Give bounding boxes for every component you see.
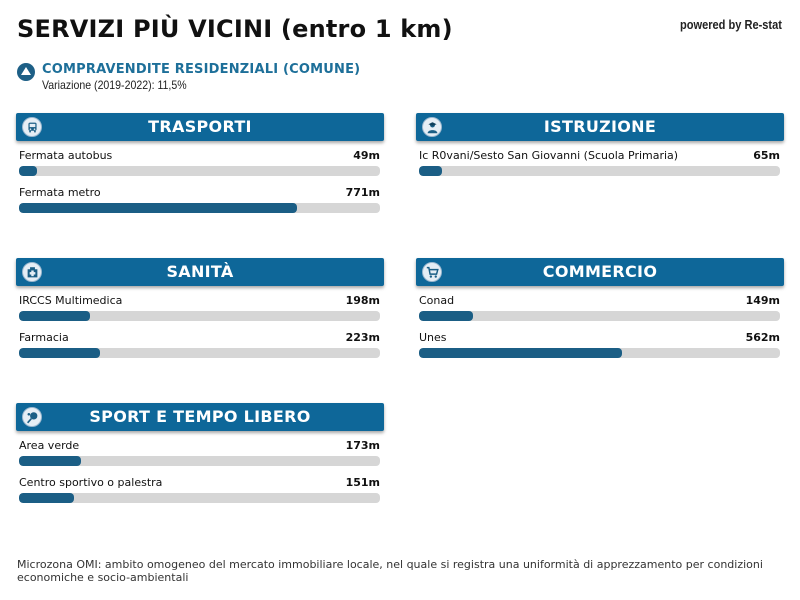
distance-bar-track — [19, 311, 380, 321]
item-distance: 223m — [345, 331, 380, 344]
section-title: TRASPORTI — [148, 117, 252, 136]
item-distance: 562m — [745, 331, 780, 344]
section-header — [416, 113, 784, 141]
section-title: SPORT E TEMPO LIBERO — [89, 407, 311, 426]
section-title: COMMERCIO — [542, 262, 658, 281]
list-item — [419, 323, 780, 360]
item-distance: 173m — [345, 439, 380, 452]
list-item — [19, 286, 380, 323]
section-sanita — [16, 258, 384, 360]
distance-bar-track — [19, 493, 380, 503]
item-label: Unes — [419, 331, 447, 344]
section-trasporti — [16, 113, 384, 215]
section-header — [416, 258, 784, 286]
page-title: SERVIZI PIÙ VICINI (entro 1 km) — [17, 15, 453, 43]
distance-bar-track — [419, 311, 780, 321]
item-label: Fermata metro — [19, 186, 101, 199]
distance-bar-track — [19, 166, 380, 176]
distance-bar-fill — [419, 311, 473, 321]
item-label: Farmacia — [19, 331, 69, 344]
section-sport — [16, 403, 384, 505]
info-subtitle: Variazione (2019-2022): 11,5% — [42, 78, 187, 92]
list-item — [419, 141, 780, 178]
item-label: Ic R0vani/Sesto San Giovanni (Scuola Primaria) — [419, 149, 679, 162]
section-commercio — [416, 258, 784, 360]
item-label: Centro sportivo o palestra — [19, 476, 163, 489]
item-label: IRCCS Multimedica — [19, 294, 123, 307]
item-distance: 49m — [353, 149, 380, 162]
info-title: COMPRAVENDITE RESIDENZIALI (COMUNE) — [42, 62, 361, 77]
distance-bar-fill — [19, 311, 90, 321]
item-distance: 149m — [745, 294, 780, 307]
section-header — [16, 113, 384, 141]
section-header — [16, 403, 384, 431]
section-istruzione — [416, 113, 784, 178]
item-distance: 151m — [345, 476, 380, 489]
section-title: ISTRUZIONE — [543, 117, 657, 136]
item-label: Area verde — [19, 439, 80, 452]
item-label: Fermata autobus — [19, 149, 113, 162]
section-header — [16, 258, 384, 286]
list-item — [19, 468, 380, 505]
distance-bar-track — [19, 348, 380, 358]
distance-bar-track — [19, 456, 380, 466]
list-item — [19, 323, 380, 360]
distance-bar-fill — [19, 493, 74, 503]
item-label: Conad — [419, 294, 455, 307]
distance-bar-fill — [19, 348, 100, 358]
distance-bar-fill — [419, 166, 442, 176]
powered-by-label: powered by Re-stat — [680, 17, 782, 32]
list-item — [19, 141, 380, 178]
item-distance: 65m — [753, 149, 780, 162]
distance-bar-track — [19, 203, 380, 213]
item-distance: 198m — [345, 294, 380, 307]
list-item — [19, 178, 380, 215]
distance-bar-fill — [19, 456, 81, 466]
triangle-icon — [17, 63, 35, 81]
distance-bar-track — [419, 166, 780, 176]
item-distance: 771m — [345, 186, 380, 199]
distance-bar-fill — [419, 348, 622, 358]
list-item — [19, 431, 380, 468]
list-item — [419, 286, 780, 323]
footnote: Microzona OMI: ambito omogeneo del mercato immobiliare locale, nel quale si registra una uniformità di apprezzamento per condizioni economiche e socio-ambientali — [17, 558, 763, 584]
distance-bar-track — [419, 348, 780, 358]
distance-bar-fill — [19, 166, 37, 176]
distance-bar-fill — [19, 203, 297, 213]
section-title: SANITÀ — [166, 262, 234, 281]
